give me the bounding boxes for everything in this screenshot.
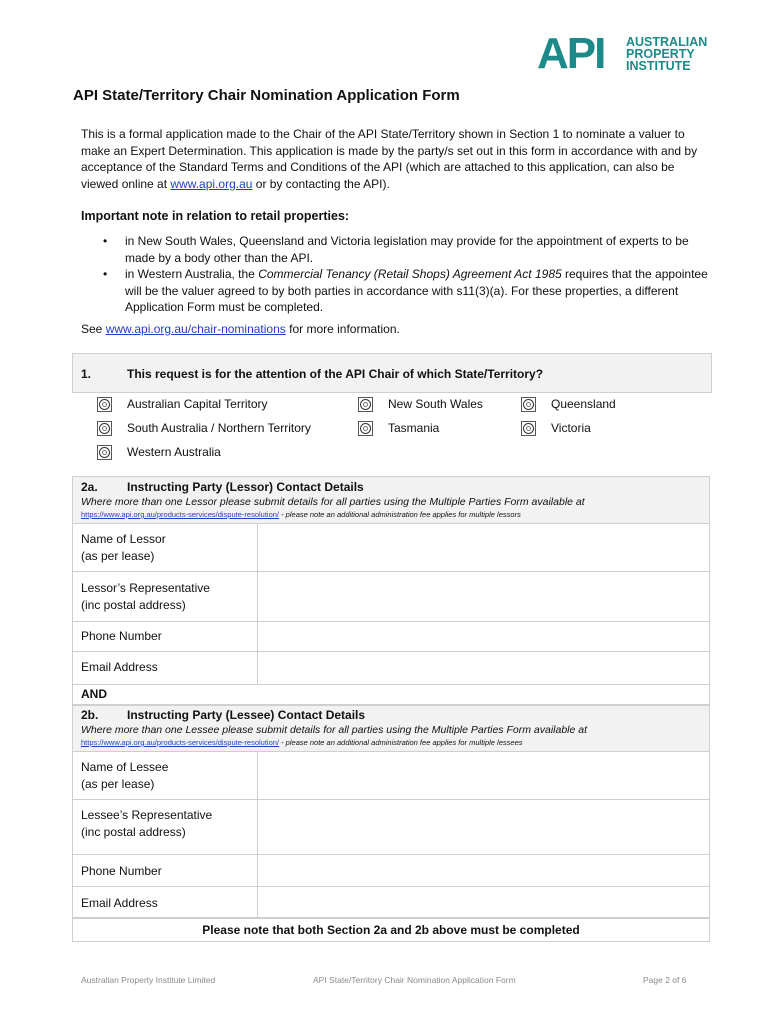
option-sa-nt[interactable] bbox=[99, 421, 311, 435]
bullet-text-end: requires that the appointee will be the valuer agreed to by both parties in accordance with s11(3)(a). For these properties, a different Application Form must be completed. bbox=[125, 267, 708, 315]
radio-icon[interactable] bbox=[523, 423, 534, 434]
logo-mark: API bbox=[537, 29, 605, 78]
radio-icon[interactable] bbox=[99, 399, 110, 410]
field-label: Email Address bbox=[81, 896, 158, 910]
label-line: Name of Lessor bbox=[81, 532, 166, 546]
section-number: 2a. bbox=[81, 480, 98, 494]
intro-text: This is a formal application made to the Chair of the API State/Territory shown in Section 1 to nominate a valuer to make an Expert Determination. This application is made by the party/s set out in this form in accordance with and by acceptance of the Standard Terms and Conditions of the API (which are attached to this application, can also be viewed online at bbox=[81, 127, 698, 191]
section-number: 1. bbox=[81, 367, 92, 381]
completion-note: Please note that both Section 2a and 2b above must be completed bbox=[72, 918, 710, 942]
table-row bbox=[72, 800, 710, 855]
option-label: New South Wales bbox=[388, 397, 483, 411]
option-act[interactable] bbox=[99, 397, 268, 411]
intro-paragraph bbox=[81, 126, 711, 192]
field-label bbox=[81, 759, 168, 792]
see-prefix: See bbox=[81, 322, 106, 336]
section-title: Instructing Party (Lessee) Contact Details bbox=[127, 708, 366, 722]
and-label: AND bbox=[72, 685, 710, 705]
field-label bbox=[81, 807, 212, 840]
important-note-heading: Important note in relation to retail properties: bbox=[81, 209, 350, 223]
label-line: Name of Lessee bbox=[81, 760, 169, 774]
footer-company: Australian Property Institute Limited bbox=[81, 975, 216, 985]
logo-wordmark bbox=[626, 36, 707, 72]
list-item bbox=[81, 266, 711, 316]
section-title: This request is for the attention of the API Chair of which State/Territory? bbox=[127, 367, 544, 381]
see-suffix: for more information. bbox=[285, 322, 400, 336]
bullet-icon: • bbox=[103, 267, 108, 282]
radio-icon[interactable] bbox=[360, 399, 371, 410]
logo-line-2: PROPERTY bbox=[626, 47, 695, 61]
radio-icon[interactable] bbox=[99, 447, 110, 458]
page-title: API State/Territory Chair Nomination Application Form bbox=[73, 87, 460, 104]
fee-note-text: - please note an additional administration fee applies for multiple lessees bbox=[279, 738, 523, 747]
section-number: 2b. bbox=[81, 708, 99, 722]
radio-icon[interactable] bbox=[99, 423, 110, 434]
option-nsw[interactable] bbox=[360, 397, 483, 411]
list-item bbox=[81, 233, 711, 266]
table-row bbox=[72, 887, 710, 918]
section-title: Instructing Party (Lessor) Contact Details bbox=[127, 480, 364, 494]
section-1-header bbox=[72, 353, 712, 393]
lessor-phone-input[interactable] bbox=[257, 622, 709, 651]
option-label: South Australia / Northern Territory bbox=[127, 421, 311, 435]
option-qld[interactable] bbox=[523, 397, 616, 411]
label-line: Lessor’s Representative bbox=[81, 581, 210, 595]
footer-form-name: API State/Territory Chair Nomination Application Form bbox=[313, 975, 516, 985]
label-line: (as per lease) bbox=[81, 548, 155, 563]
dispute-resolution-link[interactable]: https://www.api.org.au/products-services/dispute-resolution/ bbox=[81, 510, 280, 519]
lessor-name-input[interactable] bbox=[257, 524, 709, 571]
bullet-icon: • bbox=[103, 234, 108, 248]
radio-icon[interactable] bbox=[523, 399, 534, 410]
important-note-list bbox=[81, 233, 711, 316]
field-label: Phone Number bbox=[81, 629, 162, 643]
option-wa[interactable] bbox=[99, 445, 221, 459]
label-line: (inc postal address) bbox=[81, 824, 186, 839]
act-name: Commercial Tenancy (Retail Shops) Agreement Act 1985 bbox=[258, 267, 562, 282]
lessor-email-input[interactable] bbox=[257, 652, 709, 684]
table-row bbox=[72, 855, 710, 887]
intro-text-end: or by contacting the API). bbox=[252, 176, 390, 191]
table-row bbox=[72, 572, 710, 622]
chair-nominations-link[interactable]: www.api.org.au/chair-nominations bbox=[105, 322, 286, 336]
lessee-representative-input[interactable] bbox=[257, 800, 709, 854]
section-2b-header bbox=[72, 705, 710, 752]
section-2a-header bbox=[72, 476, 710, 524]
option-label: Western Australia bbox=[127, 445, 221, 459]
bullet-text: in New South Wales, Queensland and Victoria legislation may provide for the appointment of experts to be made by a body other than the API. bbox=[125, 234, 689, 265]
field-label: Phone Number bbox=[81, 864, 162, 878]
fee-note-text: - please note an additional administration fee applies for multiple lessors bbox=[279, 510, 521, 519]
api-website-link[interactable]: www.api.org.au bbox=[170, 176, 253, 191]
multiple-parties-note: Where more than one Lessee please submit details for all parties using the Multiple Parties Form available at bbox=[81, 724, 588, 736]
field-label: Email Address bbox=[81, 660, 158, 674]
table-row bbox=[72, 622, 710, 652]
option-tas[interactable] bbox=[360, 421, 439, 435]
lessee-name-input[interactable] bbox=[257, 752, 709, 799]
fee-note bbox=[81, 738, 523, 747]
api-logo bbox=[537, 29, 708, 78]
table-row bbox=[72, 652, 710, 685]
see-more-line bbox=[81, 322, 400, 336]
label-line: (as per lease) bbox=[81, 776, 155, 791]
table-row bbox=[72, 524, 710, 572]
table-row bbox=[72, 752, 710, 800]
logo-line-3: INSTITUTE bbox=[626, 59, 691, 73]
option-label: Victoria bbox=[551, 421, 591, 435]
option-label: Queensland bbox=[551, 397, 616, 411]
lessee-phone-input[interactable] bbox=[257, 855, 709, 886]
logo-line-1: AUSTRALIAN bbox=[626, 35, 708, 49]
fee-note bbox=[81, 510, 521, 519]
field-label bbox=[81, 531, 166, 564]
radio-icon[interactable] bbox=[360, 423, 371, 434]
footer-page-number: Page 2 of 6 bbox=[643, 975, 687, 985]
bullet-text: in Western Australia, the bbox=[125, 267, 259, 282]
lessee-email-input[interactable] bbox=[257, 887, 709, 917]
option-vic[interactable] bbox=[523, 421, 591, 435]
option-label: Tasmania bbox=[388, 421, 440, 435]
multiple-parties-note: Where more than one Lessor please submit details for all parties using the Multiple Parties Form available at bbox=[81, 496, 585, 508]
field-label bbox=[81, 580, 210, 613]
dispute-resolution-link[interactable]: https://www.api.org.au/products-services/dispute-resolution/ bbox=[81, 738, 280, 747]
lessor-representative-input[interactable] bbox=[257, 572, 709, 621]
label-line: (inc postal address) bbox=[81, 597, 186, 612]
option-label: Australian Capital Territory bbox=[127, 397, 268, 411]
label-line: Lessee’s Representative bbox=[81, 808, 213, 822]
